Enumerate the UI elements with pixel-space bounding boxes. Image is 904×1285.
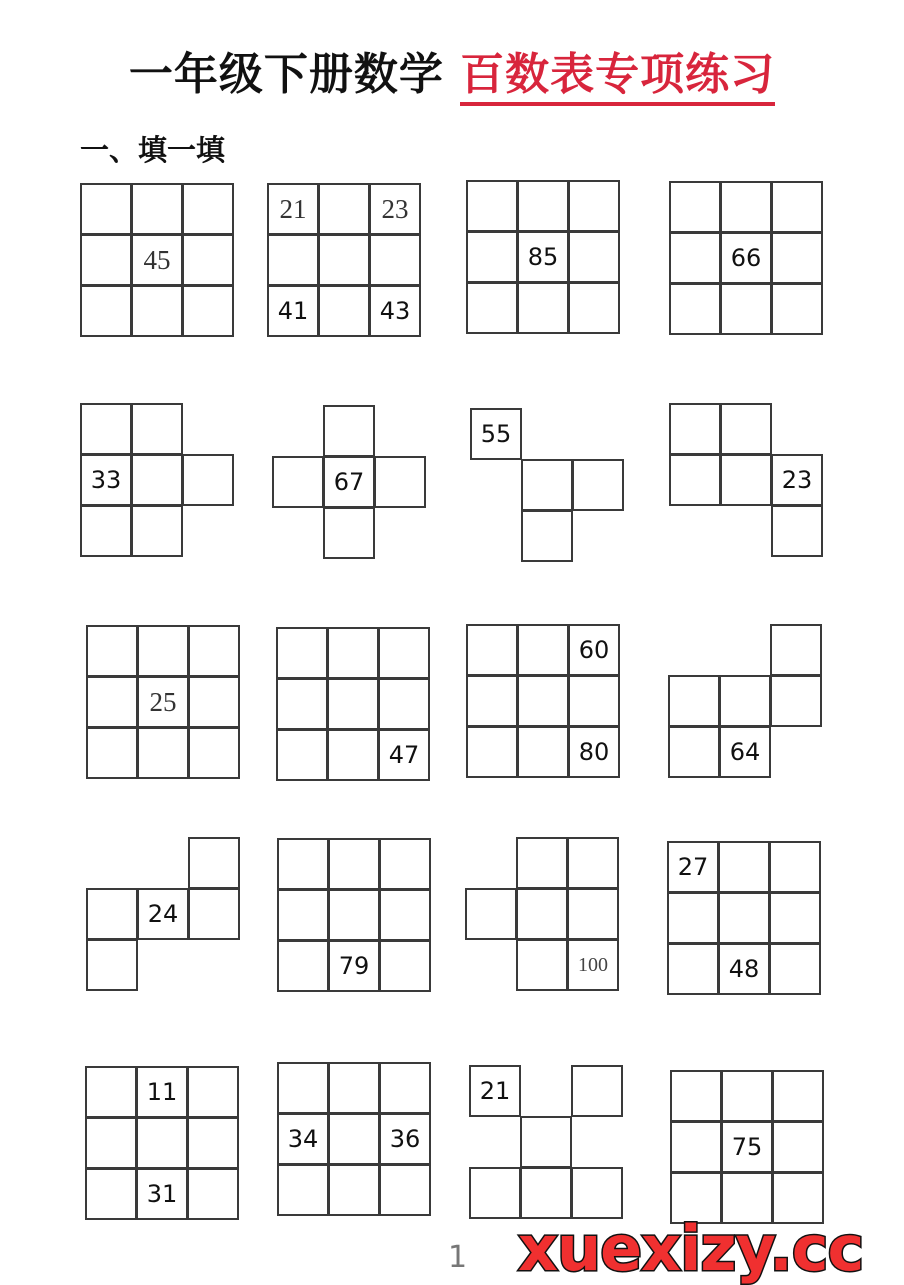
blank-answer-cell[interactable]	[517, 675, 569, 727]
blank-answer-cell[interactable]	[516, 888, 568, 940]
title-main: 一年级下册数学	[128, 49, 444, 100]
blank-answer-cell[interactable]	[571, 1065, 623, 1117]
page-number: 1	[448, 1240, 468, 1275]
blank-answer-cell[interactable]	[86, 676, 138, 728]
blank-answer-cell[interactable]	[772, 1121, 824, 1173]
blank-answer-cell[interactable]	[86, 939, 138, 991]
given-number-cell: 34	[277, 1113, 329, 1165]
given-number-cell: 33	[80, 454, 132, 506]
blank-answer-cell[interactable]	[769, 841, 821, 893]
blank-answer-cell[interactable]	[669, 232, 721, 284]
blank-answer-cell[interactable]	[131, 505, 183, 557]
blank-answer-cell[interactable]	[669, 403, 721, 455]
blank-answer-cell[interactable]	[86, 727, 138, 779]
blank-answer-cell[interactable]	[718, 841, 770, 893]
blank-answer-cell[interactable]	[719, 675, 771, 727]
blank-answer-cell[interactable]	[188, 888, 240, 940]
blank-answer-cell[interactable]	[277, 1062, 329, 1114]
blank-answer-cell[interactable]	[668, 675, 720, 727]
blank-answer-cell[interactable]	[568, 231, 620, 283]
blank-answer-cell[interactable]	[182, 234, 234, 286]
blank-answer-cell[interactable]	[379, 889, 431, 941]
blank-answer-cell[interactable]	[568, 282, 620, 334]
blank-answer-cell[interactable]	[568, 180, 620, 232]
blank-answer-cell[interactable]	[516, 837, 568, 889]
blank-answer-cell[interactable]	[277, 940, 329, 992]
given-number-cell: 67	[323, 456, 375, 508]
given-number-cell: 100	[567, 939, 619, 991]
blank-answer-cell[interactable]	[188, 676, 240, 728]
blank-answer-cell[interactable]	[379, 940, 431, 992]
blank-answer-cell[interactable]	[272, 456, 324, 508]
given-number-cell: 36	[379, 1113, 431, 1165]
given-number-cell: 45	[131, 234, 183, 286]
blank-answer-cell[interactable]	[469, 1167, 521, 1219]
given-number-cell: 55	[470, 408, 522, 460]
given-number-cell: 43	[369, 285, 421, 337]
blank-answer-cell[interactable]	[328, 838, 380, 890]
given-number-cell: 23	[369, 183, 421, 235]
given-number-cell: 41	[267, 285, 319, 337]
blank-answer-cell[interactable]	[187, 1117, 239, 1169]
blank-answer-cell[interactable]	[318, 234, 370, 286]
blank-answer-cell[interactable]	[521, 510, 573, 562]
blank-answer-cell[interactable]	[669, 181, 721, 233]
blank-answer-cell[interactable]	[567, 837, 619, 889]
blank-answer-cell[interactable]	[374, 456, 426, 508]
blank-answer-cell[interactable]	[188, 837, 240, 889]
blank-answer-cell[interactable]	[80, 234, 132, 286]
title-accent: 百数表专项练习	[460, 49, 775, 106]
blank-answer-cell[interactable]	[323, 405, 375, 457]
blank-answer-cell[interactable]	[131, 403, 183, 455]
blank-answer-cell[interactable]	[772, 1070, 824, 1122]
blank-answer-cell[interactable]	[267, 234, 319, 286]
blank-answer-cell[interactable]	[277, 838, 329, 890]
given-number-cell: 47	[378, 729, 430, 781]
blank-answer-cell[interactable]	[720, 403, 772, 455]
blank-answer-cell[interactable]	[517, 624, 569, 676]
blank-answer-cell[interactable]	[328, 1164, 380, 1216]
blank-answer-cell[interactable]	[517, 180, 569, 232]
blank-answer-cell[interactable]	[80, 505, 132, 557]
blank-answer-cell[interactable]	[318, 183, 370, 235]
blank-answer-cell[interactable]	[86, 888, 138, 940]
blank-answer-cell[interactable]	[466, 180, 518, 232]
blank-answer-cell[interactable]	[667, 892, 719, 944]
blank-answer-cell[interactable]	[466, 675, 518, 727]
section-heading: 一、填一填	[80, 133, 226, 167]
blank-answer-cell[interactable]	[80, 183, 132, 235]
blank-answer-cell[interactable]	[137, 727, 189, 779]
blank-answer-cell[interactable]	[466, 624, 518, 676]
blank-answer-cell[interactable]	[670, 1070, 722, 1122]
blank-answer-cell[interactable]	[86, 625, 138, 677]
blank-answer-cell[interactable]	[667, 943, 719, 995]
blank-answer-cell[interactable]	[517, 282, 569, 334]
blank-answer-cell[interactable]	[669, 283, 721, 335]
blank-answer-cell[interactable]	[770, 675, 822, 727]
blank-answer-cell[interactable]	[131, 183, 183, 235]
blank-answer-cell[interactable]	[328, 1062, 380, 1114]
blank-answer-cell[interactable]	[182, 183, 234, 235]
blank-answer-cell[interactable]	[465, 888, 517, 940]
blank-answer-cell[interactable]	[379, 1062, 431, 1114]
blank-answer-cell[interactable]	[327, 729, 379, 781]
given-number-cell: 23	[771, 454, 823, 506]
blank-answer-cell[interactable]	[277, 889, 329, 941]
blank-answer-cell[interactable]	[668, 726, 720, 778]
blank-answer-cell[interactable]	[718, 892, 770, 944]
blank-answer-cell[interactable]	[85, 1066, 137, 1118]
blank-answer-cell[interactable]	[769, 943, 821, 995]
blank-answer-cell[interactable]	[769, 892, 821, 944]
blank-answer-cell[interactable]	[721, 1070, 773, 1122]
blank-answer-cell[interactable]	[568, 675, 620, 727]
blank-answer-cell[interactable]	[85, 1117, 137, 1169]
watermark: xuexizy.cc	[518, 1212, 864, 1285]
given-number-cell: 21	[469, 1065, 521, 1117]
given-number-cell: 27	[667, 841, 719, 893]
blank-answer-cell[interactable]	[318, 285, 370, 337]
given-number-cell: 64	[719, 726, 771, 778]
blank-answer-cell[interactable]	[378, 678, 430, 730]
blank-answer-cell[interactable]	[188, 727, 240, 779]
blank-answer-cell[interactable]	[378, 627, 430, 679]
blank-answer-cell[interactable]	[327, 678, 379, 730]
blank-answer-cell[interactable]	[327, 627, 379, 679]
given-number-cell: 48	[718, 943, 770, 995]
blank-answer-cell[interactable]	[323, 507, 375, 559]
given-number-cell: 79	[328, 940, 380, 992]
blank-answer-cell[interactable]	[771, 505, 823, 557]
blank-answer-cell[interactable]	[520, 1116, 572, 1168]
given-number-cell: 80	[568, 726, 620, 778]
given-number-cell: 31	[136, 1168, 188, 1220]
blank-answer-cell[interactable]	[466, 231, 518, 283]
given-number-cell: 25	[137, 676, 189, 728]
given-number-cell: 21	[267, 183, 319, 235]
page-title	[0, 38, 904, 102]
blank-answer-cell[interactable]	[276, 729, 328, 781]
given-number-cell: 60	[568, 624, 620, 676]
blank-answer-cell[interactable]	[328, 1113, 380, 1165]
blank-answer-cell[interactable]	[328, 889, 380, 941]
blank-answer-cell[interactable]	[369, 234, 421, 286]
blank-answer-cell[interactable]	[379, 1164, 431, 1216]
blank-answer-cell[interactable]	[517, 726, 569, 778]
blank-answer-cell[interactable]	[182, 285, 234, 337]
blank-answer-cell[interactable]	[516, 939, 568, 991]
blank-answer-cell[interactable]	[771, 181, 823, 233]
blank-answer-cell[interactable]	[770, 624, 822, 676]
blank-answer-cell[interactable]	[187, 1168, 239, 1220]
blank-answer-cell[interactable]	[188, 625, 240, 677]
blank-answer-cell[interactable]	[187, 1066, 239, 1118]
given-number-cell: 11	[136, 1066, 188, 1118]
blank-answer-cell[interactable]	[720, 454, 772, 506]
blank-answer-cell[interactable]	[85, 1168, 137, 1220]
given-number-cell: 24	[137, 888, 189, 940]
blank-answer-cell[interactable]	[131, 285, 183, 337]
blank-answer-cell[interactable]	[182, 454, 234, 506]
blank-answer-cell[interactable]	[466, 726, 518, 778]
blank-answer-cell[interactable]	[572, 459, 624, 511]
blank-answer-cell[interactable]	[720, 181, 772, 233]
blank-answer-cell[interactable]	[521, 459, 573, 511]
blank-answer-cell[interactable]	[276, 627, 328, 679]
given-number-cell: 85	[517, 231, 569, 283]
blank-answer-cell[interactable]	[136, 1117, 188, 1169]
blank-answer-cell[interactable]	[131, 454, 183, 506]
given-number-cell: 66	[720, 232, 772, 284]
blank-answer-cell[interactable]	[567, 888, 619, 940]
blank-answer-cell[interactable]	[771, 283, 823, 335]
blank-answer-cell[interactable]	[771, 232, 823, 284]
blank-answer-cell[interactable]	[466, 282, 518, 334]
blank-answer-cell[interactable]	[670, 1121, 722, 1173]
blank-answer-cell[interactable]	[379, 838, 431, 890]
blank-answer-cell[interactable]	[277, 1164, 329, 1216]
blank-answer-cell[interactable]	[137, 625, 189, 677]
blank-answer-cell[interactable]	[720, 283, 772, 335]
given-number-cell: 75	[721, 1121, 773, 1173]
blank-answer-cell[interactable]	[276, 678, 328, 730]
blank-answer-cell[interactable]	[80, 285, 132, 337]
blank-answer-cell[interactable]	[80, 403, 132, 455]
blank-answer-cell[interactable]	[669, 454, 721, 506]
